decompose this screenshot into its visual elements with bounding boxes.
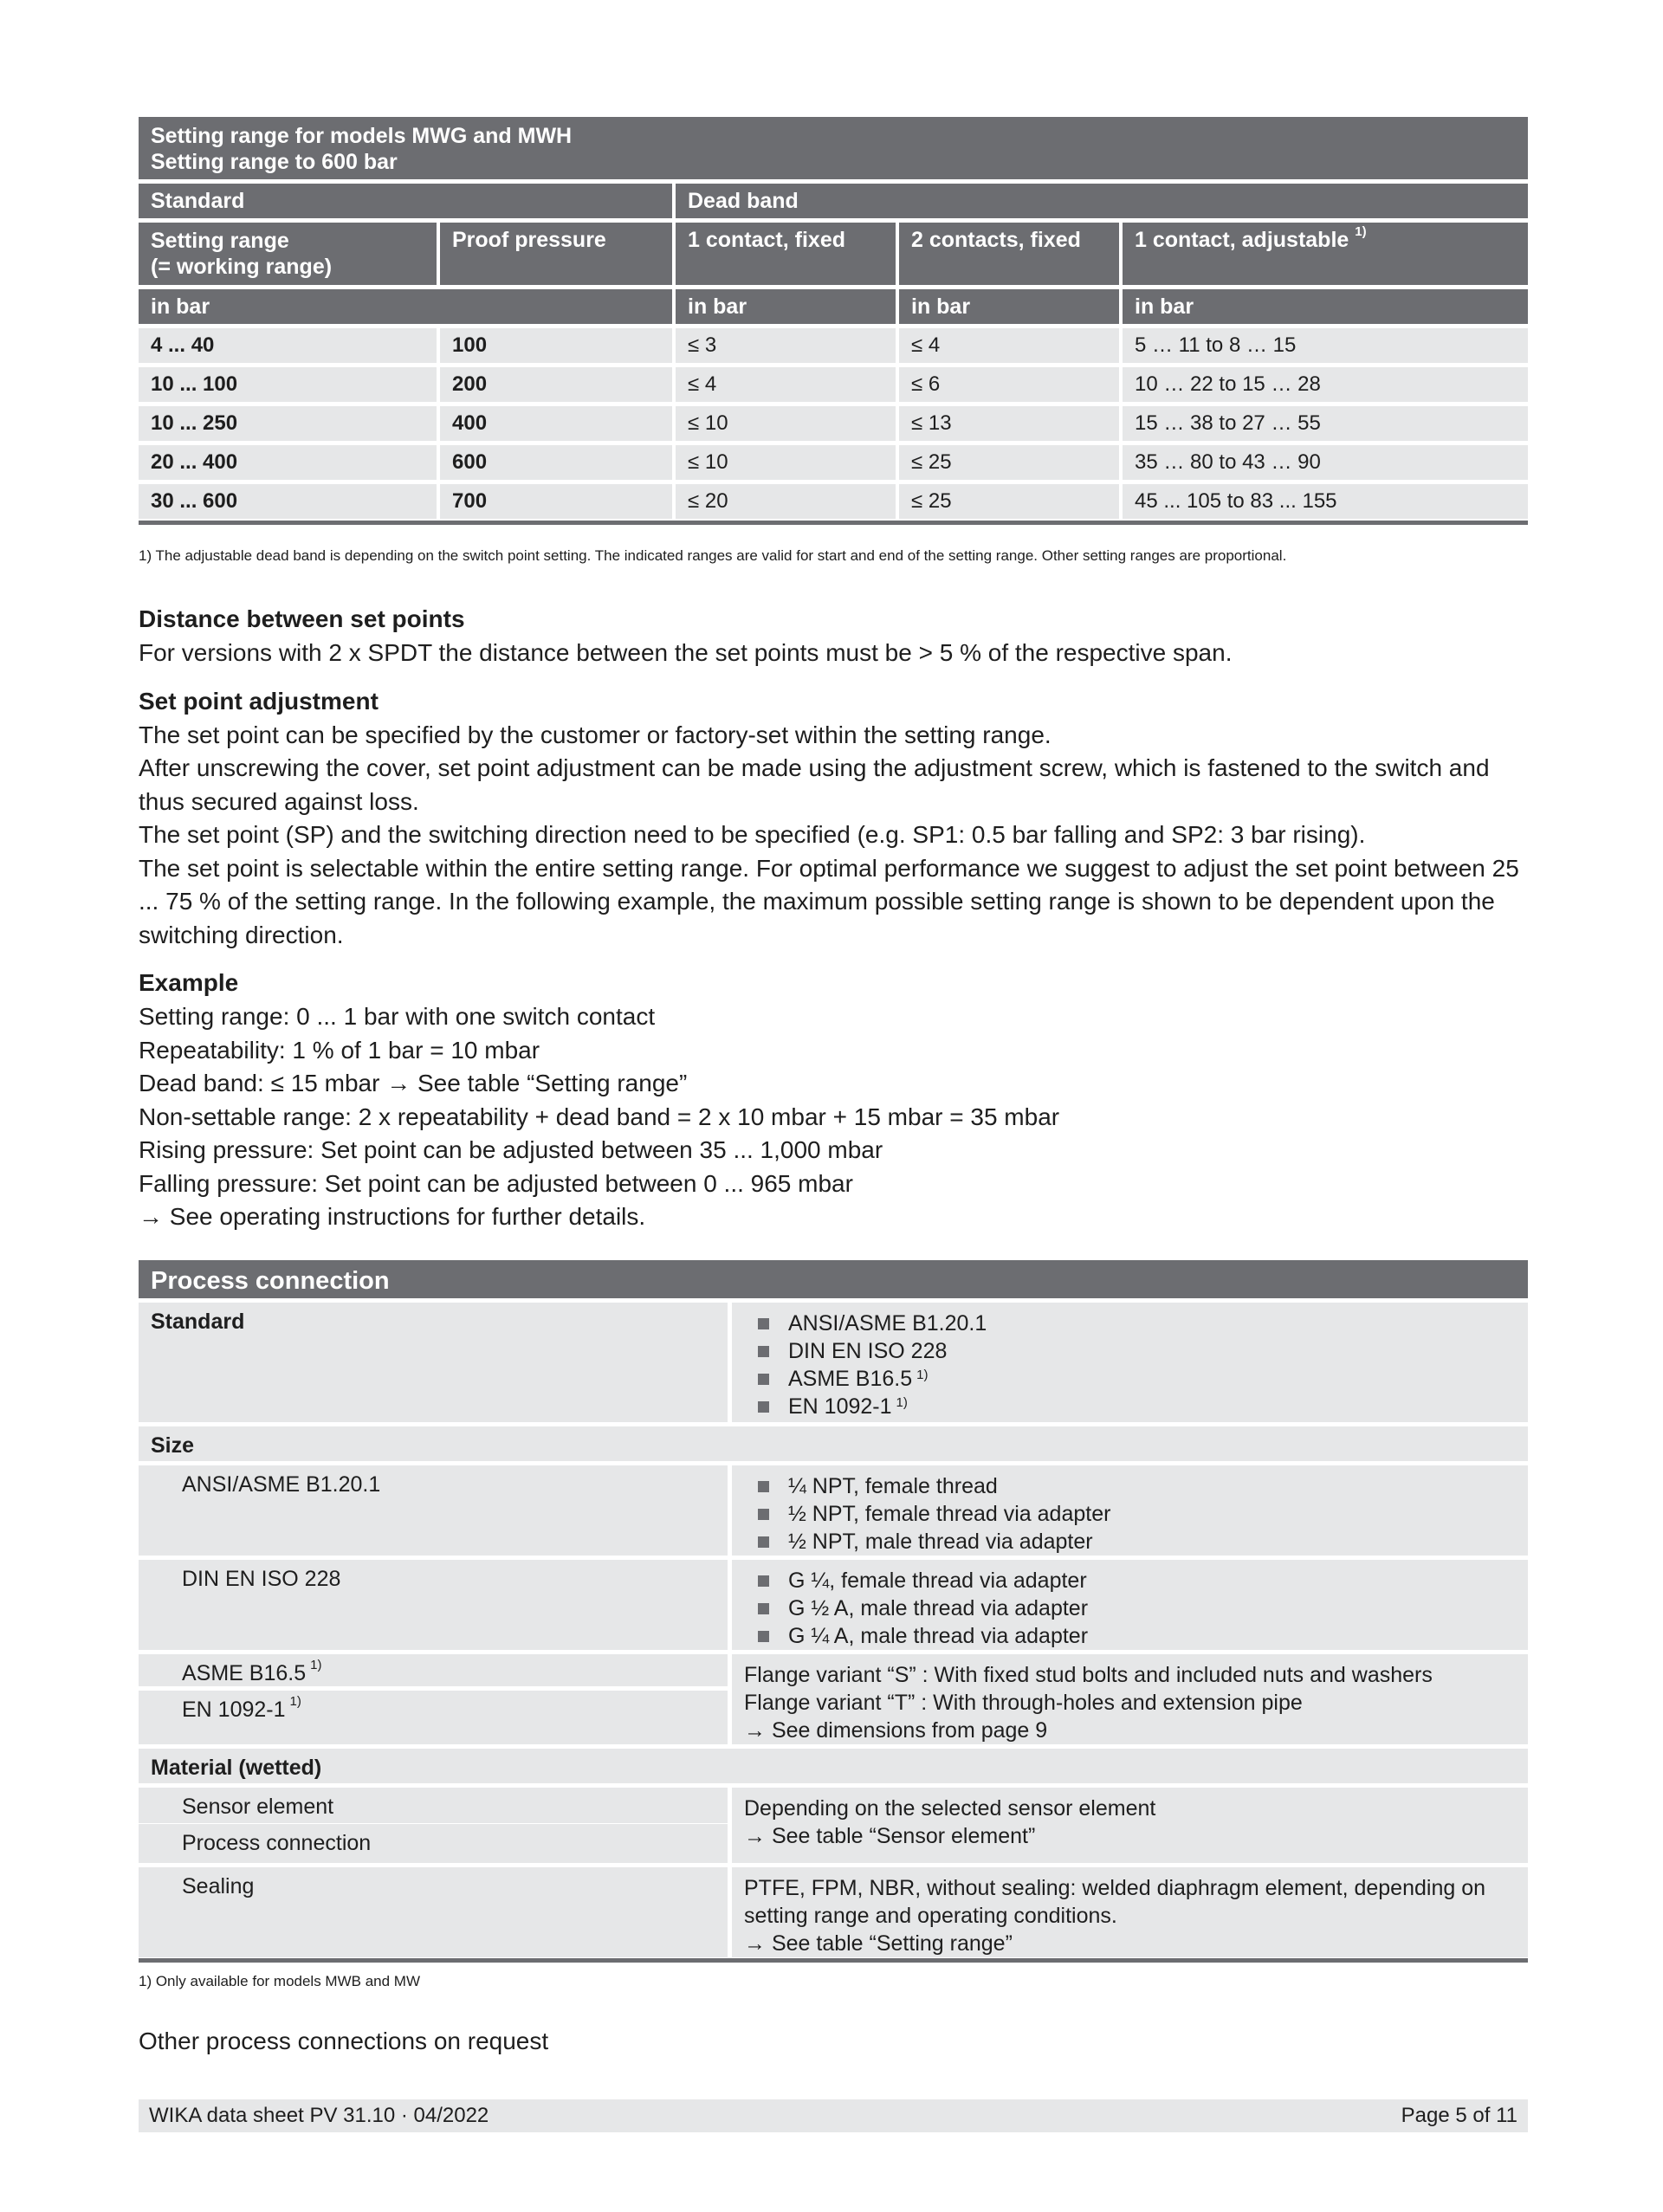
- footnote-mark: 1): [916, 1368, 929, 1382]
- sensor-line: Depending on the selected sensor element: [744, 1796, 1156, 1821]
- unit-standard: in bar: [139, 289, 676, 324]
- sealing-line: → See table “Setting range”: [744, 1931, 1013, 1956]
- sealing-label: Sealing: [139, 1867, 728, 1957]
- standard-list: [732, 1303, 1528, 1422]
- ansi-label: ANSI/ASME B1.20.1: [139, 1465, 728, 1556]
- item-text: G ¼ A, male thread via adapter: [788, 1624, 1089, 1648]
- table-title: [139, 117, 1528, 179]
- footnote-mark: 1): [1355, 224, 1367, 239]
- footnote-mark: 1): [896, 1395, 908, 1410]
- list-item: [744, 1594, 1516, 1622]
- item-text: ANSI/ASME B1.20.1: [788, 1311, 987, 1336]
- ansi-list: [732, 1465, 1528, 1556]
- bullet-square-icon: [758, 1536, 769, 1548]
- unit-c4: in bar: [899, 289, 1123, 324]
- list-item: [744, 1365, 1516, 1393]
- group-dead-band: Dead band: [676, 184, 1528, 218]
- table-row: [139, 328, 1528, 363]
- cell-2-contacts-fixed: ≤ 13: [899, 406, 1123, 441]
- cell-2-contacts-fixed: ≤ 25: [899, 445, 1123, 480]
- unit-c5: in bar: [1123, 289, 1528, 324]
- col-1-contact-fixed: 1 contact, fixed: [676, 223, 899, 285]
- bullet-square-icon: [758, 1346, 769, 1357]
- sealing-text: [732, 1867, 1528, 1957]
- item-text: G ½ A, male thread via adapter: [788, 1596, 1089, 1620]
- col-proof-pressure: Proof pressure: [440, 223, 676, 285]
- set-point-p2: After unscrewing the cover, set point adjustment can be made using the adjustment screw, which is fastened to the switch and thus secured against loss.: [139, 754, 1490, 815]
- cell-proof-pressure: 100: [440, 328, 676, 363]
- asme-label: [139, 1654, 728, 1686]
- col-setting-range-sub: (= working range): [151, 255, 333, 279]
- footnote-mark: 1): [289, 1694, 301, 1709]
- cell-2-contacts-fixed: ≤ 25: [899, 484, 1123, 519]
- cell-1-contact-fixed: ≤ 4: [676, 367, 899, 402]
- material-label: Material (wetted): [139, 1749, 1528, 1783]
- col-setting-range: [139, 223, 440, 285]
- bullet-square-icon: [758, 1401, 769, 1413]
- flange-line: Flange variant “S” : With fixed stud bolts and included nuts and washers: [744, 1663, 1433, 1687]
- body-text: [139, 602, 1528, 1234]
- cell-proof-pressure: 700: [440, 484, 676, 519]
- table-title-line1: Setting range for models MWG and MWH: [151, 124, 573, 148]
- col-setting-range-label: Setting range: [151, 229, 289, 253]
- bullet-square-icon: [758, 1374, 769, 1385]
- sensor-text: [732, 1788, 1528, 1863]
- asme-text: ASME B16.5: [182, 1661, 307, 1685]
- size-label: Size: [139, 1426, 1528, 1461]
- cell-1-contact-adjustable: 45 ... 105 to 83 ... 155: [1123, 484, 1528, 519]
- distance-heading: Distance between set points: [139, 605, 465, 632]
- sealing-line: PTFE, FPM, NBR, without sealing: welded diaphragm element, depending on setting range and operating conditions.: [744, 1876, 1486, 1928]
- cell-setting-range: 20 ... 400: [139, 445, 440, 480]
- example-line: Repeatability: 1 % of 1 bar = 10 mbar: [139, 1036, 540, 1064]
- set-point-p4: The set point is selectable within the entire setting range. For optimal performance we suggest to adjust the set point between 25 ... 75 % of the setting range. In the following example, the maximum possible setting range is shown to be dependent upon the switching direction.: [139, 854, 1519, 948]
- col-2-contacts-fixed: 2 contacts, fixed: [899, 223, 1123, 285]
- process-connection-title: Process connection: [139, 1260, 1528, 1298]
- example-line: Setting range: 0 ... 1 bar with one switch contact: [139, 1003, 656, 1030]
- unit-c3: in bar: [676, 289, 899, 324]
- list-item: [744, 1472, 1516, 1500]
- footer-page-number: Page 5 of 11: [1401, 2104, 1517, 2127]
- flange-line: Flange variant “T” : With through-holes and extension pipe: [744, 1691, 1303, 1715]
- cell-1-contact-adjustable: 5 … 11 to 8 … 15: [1123, 328, 1528, 363]
- item-text: ASME B16.5: [788, 1367, 913, 1391]
- cell-setting-range: 4 ... 40: [139, 328, 440, 363]
- setting-range-table: [139, 117, 1528, 565]
- process-label: Process connection: [139, 1824, 728, 1863]
- cell-1-contact-fixed: ≤ 10: [676, 406, 899, 441]
- cell-setting-range: 10 ... 250: [139, 406, 440, 441]
- list-item: [744, 1567, 1516, 1594]
- cell-1-contact-adjustable: 15 … 38 to 27 … 55: [1123, 406, 1528, 441]
- flange-line: → See dimensions from page 9: [744, 1718, 1048, 1743]
- set-point-p1: The set point can be specified by the customer or factory-set within the setting range.: [139, 721, 1052, 748]
- example-line: Dead band: ≤ 15 mbar → See table “Setting range”: [139, 1070, 688, 1096]
- flange-text: [732, 1654, 1528, 1744]
- group-standard: Standard: [139, 184, 676, 218]
- bullet-square-icon: [758, 1575, 769, 1587]
- cell-proof-pressure: 600: [440, 445, 676, 480]
- table-row: [139, 406, 1528, 441]
- example-line: Non-settable range: 2 x repeatability + dead band = 2 x 10 mbar + 15 mbar = 35 mbar: [139, 1103, 1060, 1130]
- item-text: ¼ NPT, female thread: [788, 1474, 998, 1498]
- standard-label: Standard: [139, 1303, 728, 1422]
- item-text: DIN EN ISO 228: [788, 1339, 948, 1363]
- sensor-label: Sensor element: [139, 1788, 728, 1823]
- cell-proof-pressure: 400: [440, 406, 676, 441]
- bullet-square-icon: [758, 1318, 769, 1329]
- bullet-square-icon: [758, 1481, 769, 1492]
- cell-1-contact-adjustable: 35 … 80 to 43 … 90: [1123, 445, 1528, 480]
- cell-setting-range: 10 ... 100: [139, 367, 440, 402]
- item-text: EN 1092-1: [788, 1394, 892, 1419]
- table-title-line2: Setting range to 600 bar: [151, 150, 398, 174]
- col-1-contact-adjustable: [1123, 223, 1528, 285]
- list-item: [744, 1528, 1516, 1556]
- list-item: [744, 1622, 1516, 1650]
- footer-doc-id: WIKA data sheet PV 31.10 · 04/2022: [149, 2104, 489, 2127]
- list-item: [744, 1337, 1516, 1365]
- footnote-mark: 1): [310, 1658, 322, 1672]
- cell-1-contact-fixed: ≤ 10: [676, 445, 899, 480]
- col-adj-label: 1 contact, adjustable: [1135, 228, 1349, 252]
- din-list: [732, 1560, 1528, 1650]
- example-line: Falling pressure: Set point can be adjusted between 0 ... 965 mbar: [139, 1169, 853, 1197]
- bullet-square-icon: [758, 1631, 769, 1642]
- cell-2-contacts-fixed: ≤ 6: [899, 367, 1123, 402]
- example-heading: Example: [139, 969, 239, 996]
- item-text: G ¼, female thread via adapter: [788, 1568, 1087, 1593]
- process-footnote: 1) Only available for models MWB and MW: [139, 1973, 420, 1989]
- cell-1-contact-fixed: ≤ 20: [676, 484, 899, 519]
- table-row: [139, 484, 1528, 519]
- en-text: EN 1092-1: [182, 1698, 286, 1722]
- table-row: [139, 367, 1528, 402]
- process-connection-table: [139, 1260, 1528, 1990]
- set-point-heading: Set point adjustment: [139, 687, 379, 715]
- cell-setting-range: 30 ... 600: [139, 484, 440, 519]
- list-item: [744, 1310, 1516, 1337]
- cell-2-contacts-fixed: ≤ 4: [899, 328, 1123, 363]
- cell-proof-pressure: 200: [440, 367, 676, 402]
- item-text: ½ NPT, male thread via adapter: [788, 1530, 1093, 1554]
- page-footer: [139, 2099, 1528, 2132]
- list-item: [744, 1500, 1516, 1528]
- bullet-square-icon: [758, 1603, 769, 1614]
- example-line: → See operating instructions for further details.: [139, 1203, 646, 1230]
- example-line: Rising pressure: Set point can be adjusted between 35 ... 1,000 mbar: [139, 1136, 883, 1163]
- din-label: DIN EN ISO 228: [139, 1560, 728, 1650]
- bullet-square-icon: [758, 1509, 769, 1520]
- en-label: [139, 1691, 728, 1744]
- cell-1-contact-fixed: ≤ 3: [676, 328, 899, 363]
- distance-text: For versions with 2 x SPDT the distance between the set points must be > 5 % of the respective span.: [139, 639, 1233, 666]
- other-connections-note: Other process connections on request: [139, 2028, 549, 2054]
- sensor-line: → See table “Sensor element”: [744, 1824, 1036, 1848]
- list-item: [744, 1393, 1516, 1420]
- cell-1-contact-adjustable: 10 … 22 to 15 … 28: [1123, 367, 1528, 402]
- set-point-p3: The set point (SP) and the switching direction need to be specified (e.g. SP1: 0.5 bar falling and SP2: 3 bar rising).: [139, 821, 1366, 848]
- table-footnote: 1) The adjustable dead band is depending on the switch point setting. The indicated ranges are valid for start and end of the setting range. Other setting ranges are proportional.: [139, 547, 1287, 564]
- item-text: ½ NPT, female thread via adapter: [788, 1502, 1111, 1526]
- table-row: [139, 445, 1528, 480]
